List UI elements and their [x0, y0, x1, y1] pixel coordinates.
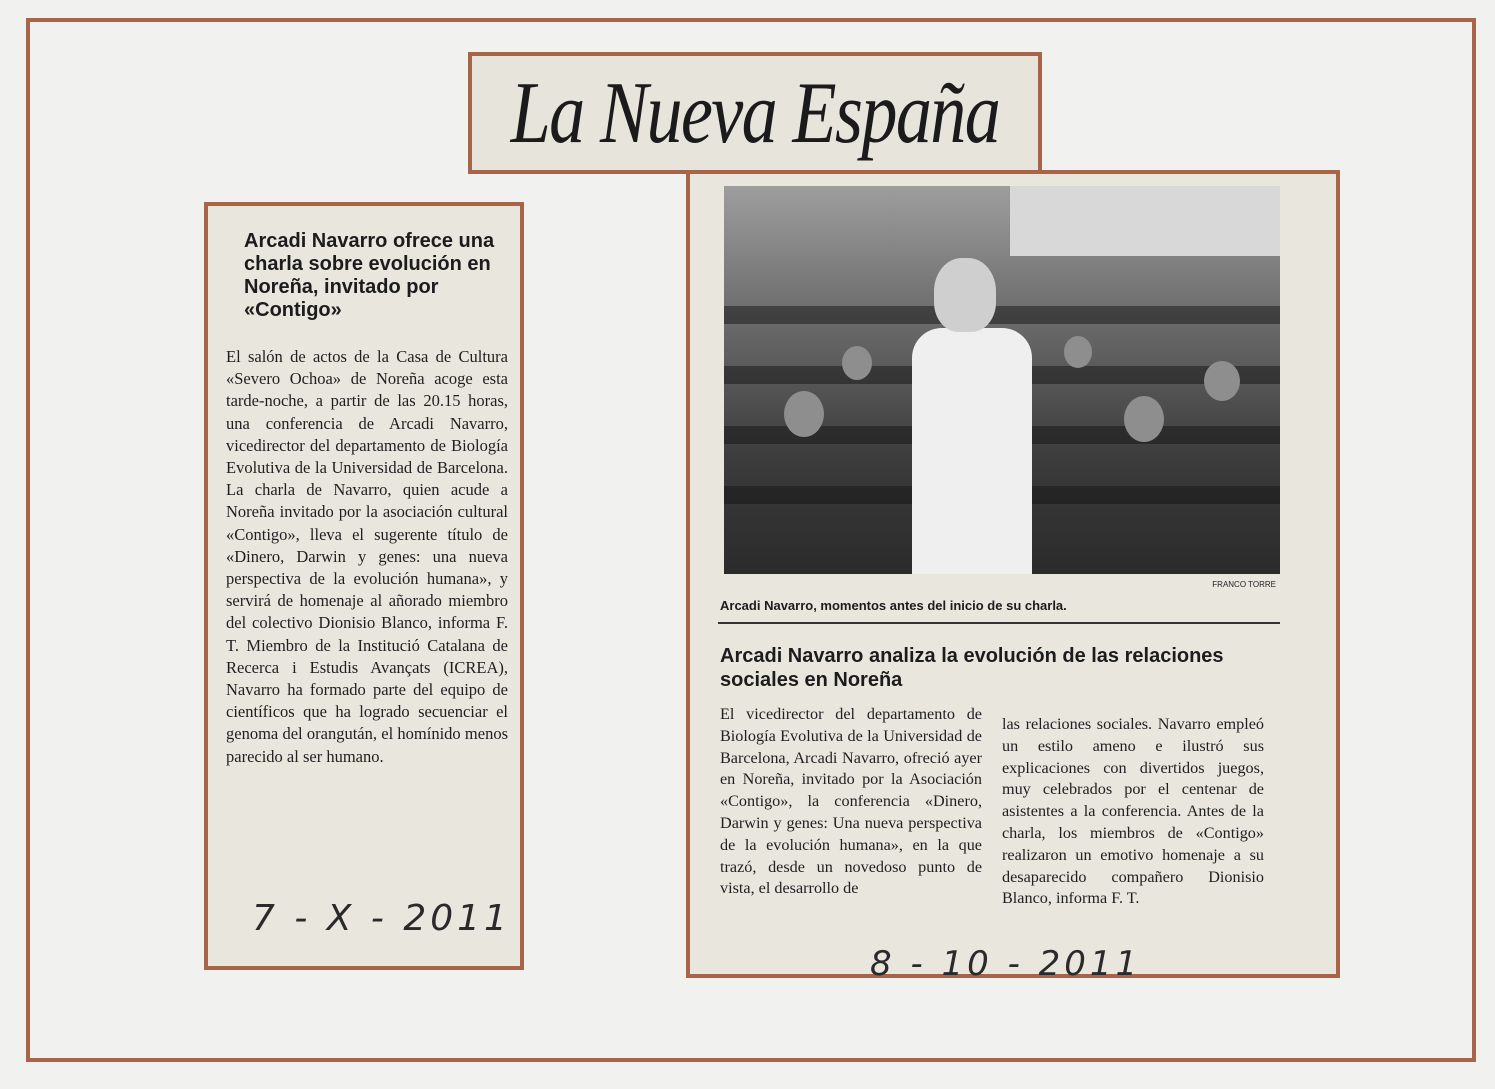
right-handwritten-date: 8 - 10 - 2011 — [870, 944, 1142, 984]
left-clipping — [204, 202, 524, 970]
right-headline: Arcadi Navarro analiza la evolución de las relaciones sociales en Noreña — [720, 645, 1224, 691]
photo-attendee — [842, 346, 872, 380]
photo-attendee — [1204, 361, 1240, 401]
caption-rule — [718, 622, 1280, 624]
left-headline: Arcadi Navarro ofrece una charla sobre evolución en Noreña, invitado por «Contigo» — [244, 230, 495, 321]
photo-attendee — [1064, 336, 1092, 368]
photo-wall — [1010, 186, 1280, 256]
photo-caption: Arcadi Navarro, momentos antes del inicio de su charla. — [720, 598, 1067, 613]
left-handwritten-date: 7 - X - 2011 — [252, 898, 511, 939]
news-photo — [724, 186, 1280, 574]
photo-speaker — [912, 258, 1032, 574]
left-body-text: El salón de actos de la Casa de Cultura «Severo Ochoa» de Noreña acoge esta tarde-noche, a partir de las 20.15 horas, una conferencia de Arcadi Navarro, vicedirector del departamento de Biología Evolutiva de la Universidad de Barcelona. La charla de Navarro, quien acude a Noreña invitado por la asociación cultural «Contigo», lleva el sugerente título de «Dinero, Darwin y genes: una nueva perspectiva de la evolución humana», y servirá de homenaje al añorado miembro del colectivo Dionisio Blanco, informa F. T. Miembro de la Institució Catalana de Recerca i Estudis Avançats (ICREA), Navarro ha formado parte del equipo de científicos que ha logrado secuenciar el genoma del orangután, el homínido menos parecido al ser humano. — [226, 347, 508, 766]
right-body-col-1: El vicedirector del departamento de Biología Evolutiva de la Universidad de Barcelona, Arcadi Navarro, ofreció ayer en Noreña, invitado por la Asociación «Contigo», la conferencia «Dinero, Darwin y genes: Una nueva perspectiva de la evolución humana», en la que trazó, desde un novedoso punto de vista, el desarrollo de — [720, 705, 982, 898]
speaker-head — [934, 258, 996, 332]
speaker-shirt — [912, 328, 1032, 574]
right-clipping — [686, 170, 1340, 984]
right-body-col-2: las relaciones sociales. Navarro empleó un estilo ameno e ilustró sus explicaciones con divertidos juegos, muy celebrados por el centenar de asistentes a la conferencia. Antes de la charla, los miembros de «Contigo» realizaron un emotivo homenaje a su desaparecido compañero Dionisio Blanco, informa F. T. — [1002, 715, 1264, 908]
masthead-title: La Nueva España — [510, 64, 1000, 162]
photo-credit: FRANCO TORRE — [1212, 580, 1276, 589]
newspaper-masthead — [468, 52, 1042, 174]
photo-attendee — [784, 391, 824, 437]
photo-attendee — [1124, 396, 1164, 442]
